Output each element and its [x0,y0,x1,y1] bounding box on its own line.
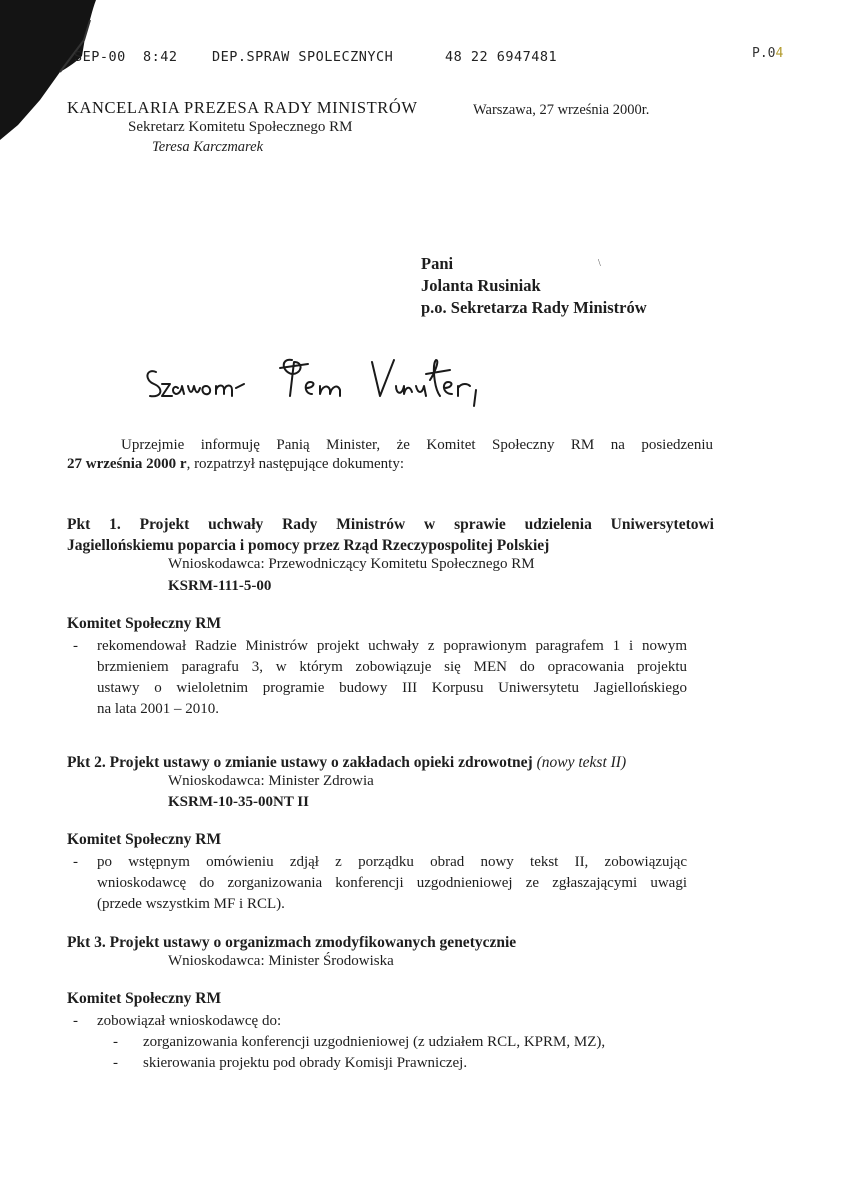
fax-page-prefix: P.0 [752,46,776,61]
item2-code: KSRM-10-35-00NT II [168,794,309,810]
addressee-line2: Jolanta Rusiniak [421,276,541,295]
item2-applicant: Wnioskodawca: Minister Zdrowia [168,773,374,789]
item1-code: KSRM-111-5-00 [168,578,272,594]
item2-decision-line: (przede wszystkim MF i RCL). [97,896,285,912]
item2-title-text: Pkt 2. Projekt ustawy o zmianie ustawy o zakładach opieki zdrowotnej [67,754,533,771]
intro-line1: Uprzejmie informuję Panią Minister, że Komitet Społeczny RM na posiedzeniu [121,437,713,453]
item2-decision-line: po wstępnym omówieniu zdjął z porządku obrad nowy tekst II, zobowiązując [97,854,687,870]
fax-page-number-highlight: 4 [775,46,784,61]
letterhead-name: Teresa Karczmarek [152,139,264,155]
item3-applicant: Wnioskodawca: Minister Środowiska [168,953,394,969]
intro-line2 [67,455,404,474]
item3-subpoint-text: skierowania projektu pod obrady Komisji Prawniczej. [143,1055,468,1071]
item1-applicant: Wnioskodawca: Przewodniczący Komitetu Społecznego RM [168,556,535,572]
item1-committee: Komitet Społeczny RM [67,615,222,632]
scan-mark: \ [598,258,601,269]
bullet-dash: - [73,1013,78,1029]
bullet-dash: - [73,638,78,654]
fax-corner-smudge [0,0,110,140]
intro-date: 27 września 2000 r [67,456,187,472]
item3-committee: Komitet Społeczny RM [67,990,222,1007]
fax-header-line: SEP-00 8:42 DEP.SPRAW SPOLECZNYCH 48 22 6947481 [74,49,558,65]
item1-decision-line: na lata 2001 – 2010. [97,701,220,717]
item1-title-line1: Pkt 1. Projekt uchwały Rady Ministrów w sprawie udzielenia Uniwersytetowi [67,516,714,533]
addressee-line1: Pani [421,254,454,273]
item2-title-note: (nowy tekst II) [536,754,627,771]
item2-decision-line: wnioskodawcę do zorganizowania konferencji uzgodnieniowej ze zgłaszającymi uwagi [97,875,687,891]
item1-title-line2: Jagiellońskiemu poparcia i pomocy przez Rząd Rzeczypospolitej Polskiej [67,537,550,554]
item1-decision-line: brzmieniem paragrafu 3, w którym zobowiązuje się MEN do opracowania projektu [97,659,687,675]
addressee-block [421,253,647,319]
intro-rest: , rozpatrzył następujące dokumenty: [186,456,404,472]
letterhead-office: KANCELARIA PREZESA RADY MINISTRÓW [67,98,418,117]
bullet-dash: - [73,854,78,870]
item3-decision-text: zobowiązał wnioskodawcę do: [97,1013,282,1029]
item3-title: Pkt 3. Projekt ustawy o organizmach zmodyfikowanych genetycznie [67,934,517,951]
addressee-line3: p.o. Sekretarza Rady Ministrów [421,298,647,317]
item2-committee: Komitet Społeczny RM [67,831,222,848]
handwritten-salutation [140,340,510,420]
item1-decision-line: rekomendował Radzie Ministrów projekt uchwały z poprawionym paragrafem 1 i nowym [97,638,687,654]
bullet-dash: - [113,1055,118,1071]
item2-title [67,752,626,773]
item1-decision-text [97,636,687,720]
item1-decision-line: ustawy o wieloletnim programie budowy III Korpusu Uniwersytetu Jagiellońskiego [97,680,687,696]
place-date: Warszawa, 27 września 2000r. [473,102,650,118]
letterhead-subtitle: Sekretarz Komitetu Społecznego RM [128,119,353,135]
fax-page-number [752,46,783,61]
bullet-dash: - [113,1034,118,1050]
item3-subpoint-text: zorganizowania konferencji uzgodnieniowej (z udziałem RCL, KPRM, MZ), [143,1034,606,1050]
item2-decision-text [97,852,687,915]
